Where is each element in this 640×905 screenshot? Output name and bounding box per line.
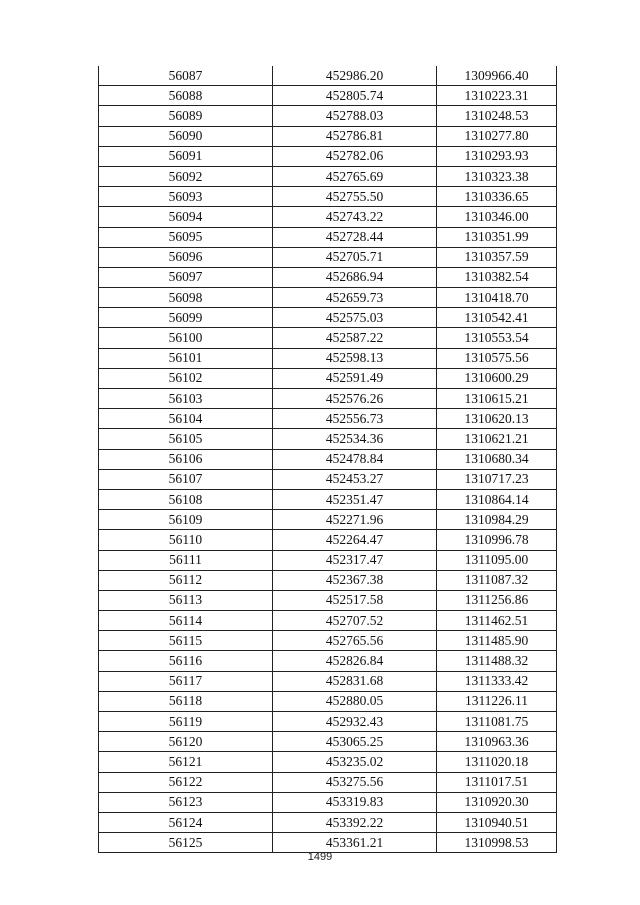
y-coordinate-cell: 1309966.40 [437,66,557,86]
table-row [99,631,557,651]
x-coordinate-cell: 452705.71 [273,247,437,267]
point-id-cell: 56095 [99,227,273,247]
point-id-cell: 56091 [99,146,273,166]
table-row [99,712,557,732]
table-row [99,187,557,207]
y-coordinate-cell: 1311017.51 [437,772,557,792]
y-coordinate-cell: 1310940.51 [437,812,557,832]
y-coordinate-cell: 1310717.23 [437,469,557,489]
point-id-cell: 56092 [99,166,273,186]
x-coordinate-cell: 452351.47 [273,489,437,509]
x-coordinate-cell: 452755.50 [273,187,437,207]
x-coordinate-cell: 453235.02 [273,752,437,772]
point-id-cell: 56111 [99,550,273,570]
y-coordinate-cell: 1310346.00 [437,207,557,227]
x-coordinate-cell: 452317.47 [273,550,437,570]
y-coordinate-cell: 1310963.36 [437,732,557,752]
table-row [99,469,557,489]
x-coordinate-cell: 452576.26 [273,389,437,409]
y-coordinate-cell: 1310600.29 [437,368,557,388]
table-row [99,207,557,227]
point-id-cell: 56109 [99,510,273,530]
table-row [99,429,557,449]
point-id-cell: 56119 [99,712,273,732]
x-coordinate-cell: 452598.13 [273,348,437,368]
table-row [99,732,557,752]
point-id-cell: 56089 [99,106,273,126]
point-id-cell: 56096 [99,247,273,267]
x-coordinate-cell: 452788.03 [273,106,437,126]
y-coordinate-cell: 1310542.41 [437,308,557,328]
table-row [99,651,557,671]
y-coordinate-cell: 1310680.34 [437,449,557,469]
coordinate-table-body [99,66,557,853]
x-coordinate-cell: 452271.96 [273,510,437,530]
x-coordinate-cell: 452782.06 [273,146,437,166]
x-coordinate-cell: 453392.22 [273,812,437,832]
y-coordinate-cell: 1310996.78 [437,530,557,550]
table-row [99,227,557,247]
y-coordinate-cell: 1310615.21 [437,389,557,409]
table-row [99,368,557,388]
x-coordinate-cell: 452478.84 [273,449,437,469]
x-coordinate-cell: 452728.44 [273,227,437,247]
x-coordinate-cell: 452765.56 [273,631,437,651]
point-id-cell: 56107 [99,469,273,489]
table-row [99,389,557,409]
point-id-cell: 56121 [99,752,273,772]
x-coordinate-cell: 452517.58 [273,590,437,610]
x-coordinate-cell: 452786.81 [273,126,437,146]
x-coordinate-cell: 452367.38 [273,570,437,590]
y-coordinate-cell: 1311095.00 [437,550,557,570]
x-coordinate-cell: 452686.94 [273,267,437,287]
y-coordinate-cell: 1311081.75 [437,712,557,732]
table-row [99,833,557,853]
table-row [99,530,557,550]
point-id-cell: 56105 [99,429,273,449]
y-coordinate-cell: 1310248.53 [437,106,557,126]
table-row [99,86,557,106]
table-row [99,146,557,166]
table-row [99,308,557,328]
point-id-cell: 56124 [99,812,273,832]
table-row [99,247,557,267]
x-coordinate-cell: 452743.22 [273,207,437,227]
x-coordinate-cell: 452591.49 [273,368,437,388]
y-coordinate-cell: 1310418.70 [437,288,557,308]
page-number: 1499 [307,851,333,863]
point-id-cell: 56125 [99,833,273,853]
table-row [99,570,557,590]
point-id-cell: 56123 [99,792,273,812]
point-id-cell: 56122 [99,772,273,792]
point-id-cell: 56106 [99,449,273,469]
table-row [99,166,557,186]
y-coordinate-cell: 1310277.80 [437,126,557,146]
point-id-cell: 56101 [99,348,273,368]
x-coordinate-cell: 452880.05 [273,691,437,711]
x-coordinate-cell: 452556.73 [273,409,437,429]
table-row [99,449,557,469]
y-coordinate-cell: 1310620.13 [437,409,557,429]
y-coordinate-cell: 1310336.65 [437,187,557,207]
y-coordinate-cell: 1311020.18 [437,752,557,772]
x-coordinate-cell: 452534.36 [273,429,437,449]
point-id-cell: 56094 [99,207,273,227]
table-row [99,510,557,530]
y-coordinate-cell: 1310920.30 [437,792,557,812]
x-coordinate-cell: 452932.43 [273,712,437,732]
y-coordinate-cell: 1310323.38 [437,166,557,186]
table-row [99,812,557,832]
x-coordinate-cell: 453319.83 [273,792,437,812]
x-coordinate-cell: 452765.69 [273,166,437,186]
point-id-cell: 56114 [99,611,273,631]
point-id-cell: 56103 [99,389,273,409]
x-coordinate-cell: 452986.20 [273,66,437,86]
y-coordinate-cell: 1311485.90 [437,631,557,651]
table-row [99,792,557,812]
table-row [99,590,557,610]
point-id-cell: 56120 [99,732,273,752]
y-coordinate-cell: 1311087.32 [437,570,557,590]
y-coordinate-cell: 1310382.54 [437,267,557,287]
x-coordinate-cell: 452831.68 [273,671,437,691]
table-row [99,550,557,570]
y-coordinate-cell: 1310223.31 [437,86,557,106]
coordinate-table [98,66,557,853]
point-id-cell: 56100 [99,328,273,348]
point-id-cell: 56112 [99,570,273,590]
x-coordinate-cell: 452264.47 [273,530,437,550]
table-row [99,348,557,368]
x-coordinate-cell: 452659.73 [273,288,437,308]
y-coordinate-cell: 1311462.51 [437,611,557,631]
x-coordinate-cell: 453275.56 [273,772,437,792]
table-row [99,66,557,86]
table-row [99,106,557,126]
point-id-cell: 56117 [99,671,273,691]
x-coordinate-cell: 452805.74 [273,86,437,106]
table-row [99,409,557,429]
y-coordinate-cell: 1310351.99 [437,227,557,247]
y-coordinate-cell: 1310621.21 [437,429,557,449]
y-coordinate-cell: 1311256.86 [437,590,557,610]
point-id-cell: 56104 [99,409,273,429]
point-id-cell: 56113 [99,590,273,610]
point-id-cell: 56088 [99,86,273,106]
y-coordinate-cell: 1311333.42 [437,671,557,691]
x-coordinate-cell: 452453.27 [273,469,437,489]
y-coordinate-cell: 1310864.14 [437,489,557,509]
x-coordinate-cell: 453065.25 [273,732,437,752]
point-id-cell: 56099 [99,308,273,328]
point-id-cell: 56087 [99,66,273,86]
x-coordinate-cell: 452575.03 [273,308,437,328]
table-row [99,489,557,509]
point-id-cell: 56098 [99,288,273,308]
table-row [99,267,557,287]
table-row [99,691,557,711]
point-id-cell: 56118 [99,691,273,711]
point-id-cell: 56102 [99,368,273,388]
point-id-cell: 56110 [99,530,273,550]
point-id-cell: 56093 [99,187,273,207]
y-coordinate-cell: 1310357.59 [437,247,557,267]
point-id-cell: 56090 [99,126,273,146]
table-row [99,328,557,348]
y-coordinate-cell: 1310293.93 [437,146,557,166]
point-id-cell: 56116 [99,651,273,671]
x-coordinate-cell: 452707.52 [273,611,437,631]
table-row [99,671,557,691]
table-row [99,752,557,772]
table-row [99,772,557,792]
point-id-cell: 56115 [99,631,273,651]
y-coordinate-cell: 1311488.32 [437,651,557,671]
coordinate-table-container [98,66,556,853]
x-coordinate-cell: 453361.21 [273,833,437,853]
y-coordinate-cell: 1310984.29 [437,510,557,530]
point-id-cell: 56108 [99,489,273,509]
y-coordinate-cell: 1310998.53 [437,833,557,853]
table-row [99,611,557,631]
x-coordinate-cell: 452826.84 [273,651,437,671]
table-row [99,288,557,308]
y-coordinate-cell: 1310553.54 [437,328,557,348]
x-coordinate-cell: 452587.22 [273,328,437,348]
y-coordinate-cell: 1310575.56 [437,348,557,368]
table-row [99,126,557,146]
y-coordinate-cell: 1311226.11 [437,691,557,711]
point-id-cell: 56097 [99,267,273,287]
